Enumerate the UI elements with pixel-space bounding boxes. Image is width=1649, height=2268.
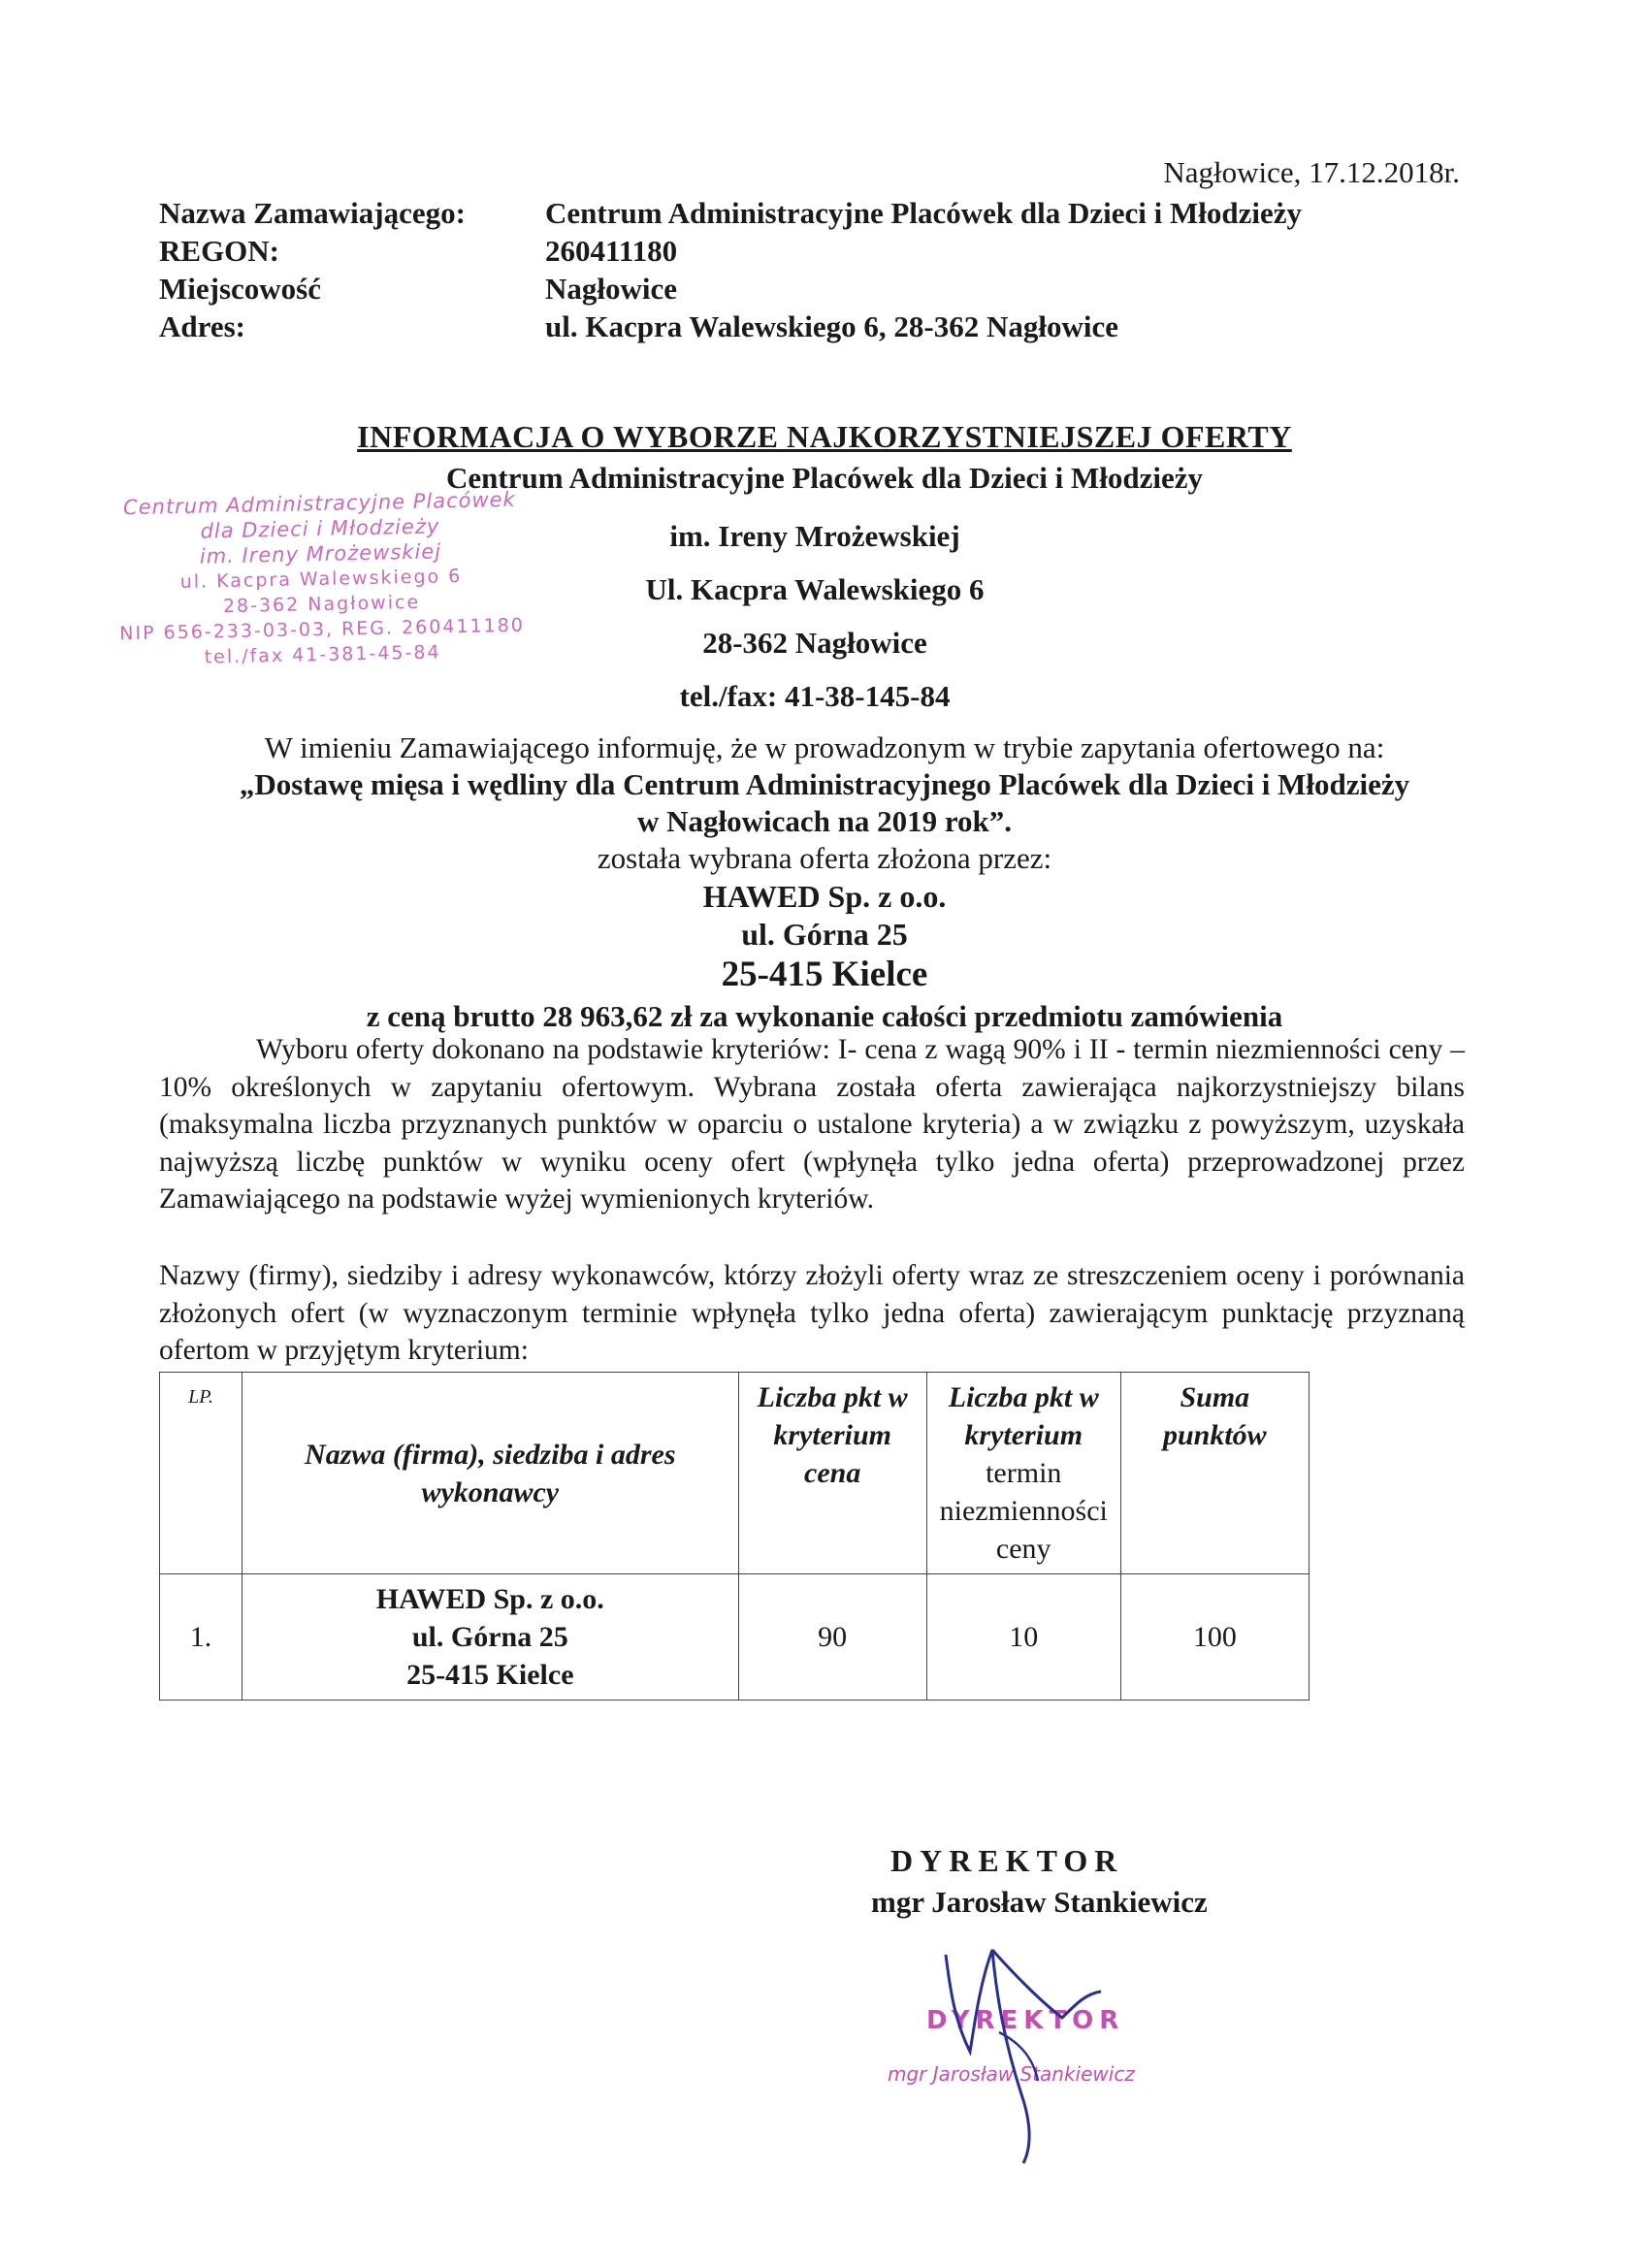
signature-stamp-role: DYREKTOR: [926, 2006, 1125, 2035]
locality-label: Miejscowość: [159, 272, 321, 306]
regon-label: REGON:: [159, 234, 279, 268]
buyer-name-row: [159, 194, 1302, 232]
intro-text: W imieniu Zamawiającego informuję, że w prowadzonym w trybie zapytania ofertowego na:: [264, 730, 1385, 764]
stamp-line: dla Dzieci i Młodzieży: [200, 514, 440, 543]
header-price-criterion: Liczba pkt w kryterium cena: [738, 1373, 926, 1574]
header-term-criterion: [926, 1373, 1120, 1574]
winner-name: HAWED Sp. z o.o.: [702, 879, 947, 914]
org-phone: tel./fax: 41-38-145-84: [679, 679, 951, 713]
stamp-line: NIP 656-233-03-03, REG. 260411180: [119, 614, 526, 645]
org-name: Centrum Administracyjne Placówek dla Dzieci i Młodzieży: [445, 461, 1204, 495]
cell-sum-points: 100: [1120, 1574, 1309, 1701]
signatory-name: mgr Jarosław Stankiewicz: [871, 1885, 1208, 1919]
table-row: [160, 1574, 1310, 1701]
header-name: Nazwa (firma), siedziba i adres wykonawcy: [242, 1373, 738, 1574]
regon-row: [159, 232, 1302, 270]
cell-price-points: 90: [738, 1574, 926, 1701]
locality-row: [159, 270, 1302, 308]
scoring-table: [159, 1372, 1310, 1701]
address-row: [159, 308, 1302, 345]
org-city: 28-362 Nagłowice: [702, 626, 927, 660]
subject-line-1: „Dostawę mięsa i wędliny dla Centrum Administracyjnego Placówek dla Dzieci i Młodzieży: [239, 767, 1410, 801]
buyer-name-value: Centrum Administracyjne Placówek dla Dzieci i Młodzieży: [545, 196, 1303, 230]
contractor-name: HAWED Sp. z o.o.: [375, 1583, 604, 1615]
header-term-criterion-sub: termin niezmienności ceny: [939, 1457, 1108, 1565]
header-sum: Suma punktów: [1120, 1373, 1309, 1574]
winner-street: ul. Górna 25: [741, 917, 908, 952]
bidders-paragraph: Nazwy (firmy), siedziby i adresy wykonawców, którzy złożyli oferty wraz ze streszczeniem oceny i porównania złożonych ofert (w wyznaczonym terminie wpłynęła tylko jedna oferta) zawierającym punktację przyznaną ofertom w przyjętym kryterium:: [159, 1260, 1465, 1366]
price-statement: z ceną brutto 28 963,62 zł za wykonanie całości przedmiotu zamówienia: [366, 999, 1283, 1033]
subject-line-2: w Nagłowicach na 2019 rok”.: [636, 804, 1013, 838]
stamp-line: 28-362 Nagłowice: [222, 591, 421, 618]
cell-contractor: [242, 1574, 738, 1701]
table-header-row: [160, 1373, 1310, 1574]
org-address-block: [582, 509, 1048, 723]
stamp-line: Centrum Administracyjne Placówek: [122, 487, 516, 520]
header-term-criterion-head: Liczba pkt w kryterium: [948, 1381, 1099, 1451]
header-lp: LP.: [160, 1373, 242, 1574]
locality-value: Nagłowice: [545, 272, 678, 306]
org-patron: im. Ireny Mrożewskiej: [669, 519, 960, 553]
org-street: Ul. Kacpra Walewskiego 6: [645, 572, 985, 606]
address-label: Adres:: [159, 309, 245, 343]
document-title: INFORMACJA O WYBORZE NAJKORZYSTNIEJSZEJ OFERTY: [357, 419, 1292, 454]
stamp-line: ul. Kacpra Walewskiego 6: [179, 565, 463, 594]
contractor-city: 25-415 Kielce: [406, 1659, 574, 1691]
contractor-street: ul. Górna 25: [411, 1621, 568, 1653]
chosen-text: została wybrana oferta złożona przez:: [597, 841, 1052, 875]
winner-city: 25-415 Kielce: [721, 955, 928, 994]
document-date: Nagłowice, 17.12.2018r.: [1163, 155, 1460, 189]
criteria-paragraph: Wyboru oferty dokonano na podstawie kryteriów: I- cena z wagą 90% i II - termin niezmienności ceny – 10% określonych w zapytaniu ofertowym. Wybrana została oferta zawierająca najkorzystniejszy bilans (maksymalna liczba przyznanych punktów w oparciu o ustalone kryteria) a w związku z powyższym, uzyskała najwyższą liczbę punktów w wyniku oceny ofert (wpłynęła tylko jedna oferta) przeprowadzonej przez Zamawiającego na podstawie wyżej wymienionych kryteriów.: [159, 1034, 1465, 1215]
cell-lp: 1.: [160, 1574, 242, 1701]
buyer-name-label: Nazwa Zamawiającego:: [159, 196, 466, 230]
stamp-line: tel./fax 41-381-45-84: [204, 641, 441, 668]
regon-value: 260411180: [545, 234, 678, 268]
address-value: ul. Kacpra Walewskiego 6, 28-362 Nagłowice: [545, 309, 1118, 343]
buyer-info: [159, 194, 1302, 345]
institution-stamp: [91, 486, 551, 672]
signatory-role: DYREKTOR: [890, 1843, 1124, 1878]
stamp-line: im. Ireny Mrożewskiej: [199, 539, 442, 568]
signature-stamp-name: mgr Jarosław Stankiewicz: [888, 2062, 1135, 2086]
cell-term-points: 10: [926, 1574, 1120, 1701]
handwritten-signature: [878, 1935, 1188, 2168]
procurement-subject: [0, 766, 1649, 840]
